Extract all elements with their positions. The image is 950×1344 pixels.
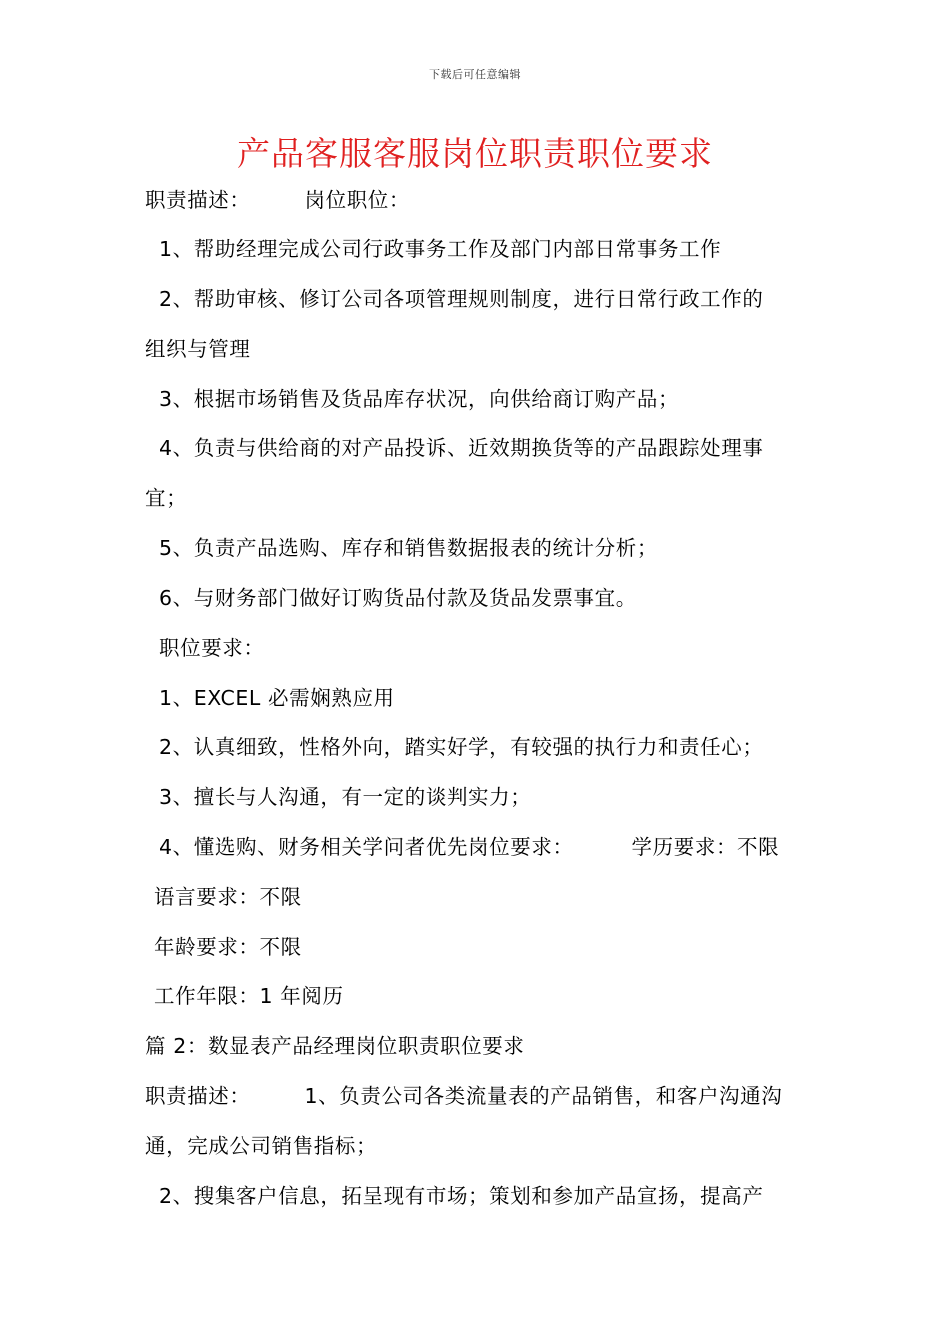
section2-duties-label: 职责描述：	[145, 1084, 251, 1108]
section2-title: 篇 2：数显表产品经理岗位职责职位要求	[145, 1034, 525, 1058]
requirement-item: 2、认真细致，性格外向，踏实好学，有较强的执行力和责任心；	[159, 735, 764, 759]
education-requirement: 学历要求：不限	[631, 835, 780, 859]
duties-position-line	[145, 186, 410, 214]
section2-duties-line	[145, 1082, 782, 1110]
requirement-item: 1、EXCEL 必需娴熟应用	[159, 686, 395, 710]
duty-item: 1、帮助经理完成公司行政事务工作及部门内部日常事务工作	[159, 237, 722, 261]
section2-duty-continuation: 通，完成公司销售指标；	[145, 1134, 378, 1158]
duty-item: 2、帮助审核、修订公司各项管理规则制度，进行日常行政工作的	[159, 287, 764, 311]
section2-duty-2: 2、搜集客户信息，拓呈现有市场；策划和参加产品宣扬，提高产	[159, 1184, 764, 1208]
work-years-requirement: 工作年限：1 年阅历	[154, 984, 344, 1008]
duty-item: 4、负责与供给商的对产品投诉、近效期换货等的产品跟踪处理事	[159, 436, 764, 460]
duties-label: 职责描述：	[145, 188, 251, 212]
age-requirement: 年龄要求：不限	[154, 935, 302, 959]
duty-item-continuation: 宜；	[145, 486, 188, 510]
requirements-label: 职位要求：	[159, 636, 265, 660]
duty-item: 3、根据市场销售及货品库存状况，向供给商订购产品；	[159, 387, 680, 411]
duty-item: 5、负责产品选购、库存和销售数据报表的统计分析；	[159, 536, 658, 560]
document-title: 产品客服客服岗位职责职位要求	[237, 134, 713, 173]
header-note: 下载后可任意编辑	[429, 68, 521, 81]
position-label: 岗位职位：	[304, 188, 410, 212]
requirement-4: 4、懂选购、财务相关学问者优先岗位要求：	[159, 835, 574, 859]
duty-item-continuation: 组织与管理	[145, 337, 251, 361]
section2-duty-1: 1、负责公司各类流量表的产品销售，和客户沟通沟	[304, 1084, 783, 1108]
language-requirement: 语言要求：不限	[154, 885, 302, 909]
requirement-item: 3、擅长与人沟通，有一定的谈判实力；	[159, 785, 532, 809]
requirement-item-with-education	[159, 833, 779, 861]
duty-item: 6、与财务部门做好订购货品付款及货品发票事宜。	[159, 586, 637, 610]
